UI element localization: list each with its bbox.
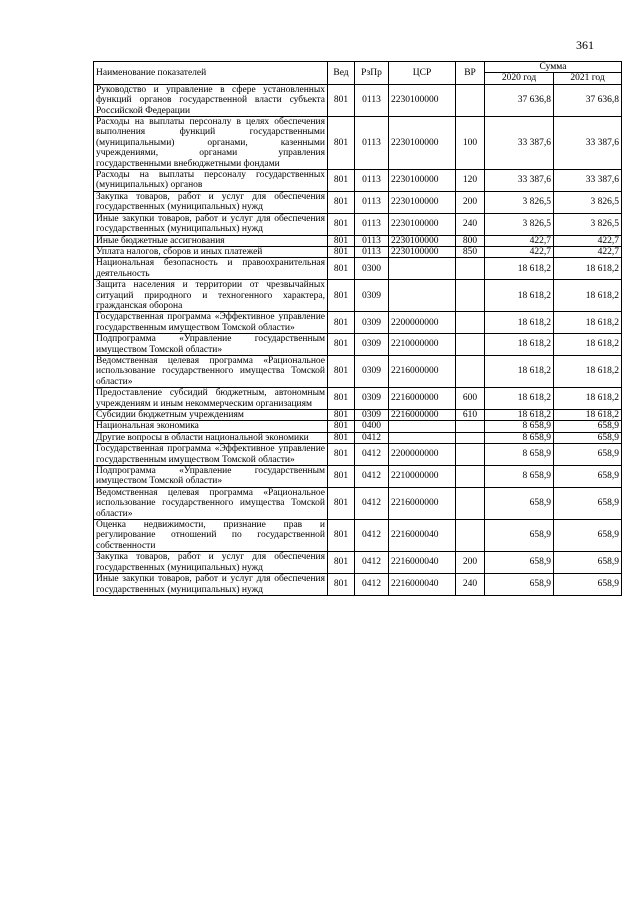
cell-sum-2020: 18 618,2: [485, 312, 554, 334]
cell-sum-2021: 18 618,2: [554, 355, 622, 387]
cell-name: Уплата налогов, сборов и иных платежей: [94, 246, 328, 257]
cell-sum-2020: 8 658,9: [485, 466, 554, 488]
cell-csr: 2216000040: [389, 574, 456, 596]
cell-csr: 2230100000: [389, 170, 456, 192]
header-year-2020: 2020 год: [485, 73, 554, 84]
cell-ved: 801: [328, 117, 355, 170]
cell-rzpr: 0309: [355, 334, 389, 356]
cell-csr: 2230100000: [389, 191, 456, 213]
cell-rzpr: 0412: [355, 574, 389, 596]
cell-rzpr: 0412: [355, 487, 389, 519]
table-row: [94, 213, 622, 235]
cell-sum-2021: 33 387,6: [554, 170, 622, 192]
cell-sum-2020: 3 826,5: [485, 191, 554, 213]
cell-csr: 2230100000: [389, 117, 456, 170]
cell-name: Государственная программа «Эффективное управление государственным имуществом Томской области»: [94, 444, 328, 466]
table-row: [94, 410, 622, 421]
cell-ved: 801: [328, 246, 355, 257]
cell-sum-2021: 18 618,2: [554, 334, 622, 356]
table-row: [94, 520, 622, 552]
table-row: [94, 552, 622, 574]
cell-rzpr: 0113: [355, 191, 389, 213]
cell-vr: [456, 334, 485, 356]
cell-vr: [456, 258, 485, 280]
cell-sum-2021: 658,9: [554, 574, 622, 596]
cell-ved: 801: [328, 312, 355, 334]
cell-name: Ведомственная целевая программа «Рациональное использование государственного имущества Томской области»: [94, 355, 328, 387]
cell-vr: [456, 432, 485, 443]
cell-sum-2020: 18 618,2: [485, 388, 554, 410]
cell-vr: 240: [456, 213, 485, 235]
cell-sum-2021: 18 618,2: [554, 258, 622, 280]
cell-sum-2021: 422,7: [554, 246, 622, 257]
cell-ved: 801: [328, 235, 355, 246]
header-name: Наименование показателей: [94, 62, 328, 85]
cell-name: Расходы на выплаты персоналу государственных (муниципальных) органов: [94, 170, 328, 192]
cell-csr: 2216000040: [389, 552, 456, 574]
cell-ved: 801: [328, 410, 355, 421]
table-row: [94, 235, 622, 246]
cell-sum-2020: 18 618,2: [485, 410, 554, 421]
cell-ved: 801: [328, 84, 355, 116]
cell-vr: [456, 487, 485, 519]
cell-vr: [456, 444, 485, 466]
cell-vr: [456, 466, 485, 488]
cell-rzpr: 0412: [355, 444, 389, 466]
cell-ved: 801: [328, 552, 355, 574]
cell-name: Иные закупки товаров, работ и услуг для обеспечения государственных (муниципальных) нужд: [94, 574, 328, 596]
cell-vr: 100: [456, 117, 485, 170]
cell-name: Оценка недвижимости, признание прав и регулирование отношений по государственной собственности: [94, 520, 328, 552]
cell-vr: 610: [456, 410, 485, 421]
table-row: [94, 355, 622, 387]
cell-sum-2021: 658,9: [554, 552, 622, 574]
table-row: [94, 280, 622, 312]
cell-sum-2021: 18 618,2: [554, 312, 622, 334]
cell-rzpr: 0400: [355, 421, 389, 432]
table-body: [94, 84, 622, 595]
cell-vr: [456, 84, 485, 116]
table-row: [94, 421, 622, 432]
cell-vr: 120: [456, 170, 485, 192]
cell-sum-2020: 18 618,2: [485, 334, 554, 356]
cell-sum-2020: 3 826,5: [485, 213, 554, 235]
cell-ved: 801: [328, 466, 355, 488]
table-row: [94, 170, 622, 192]
cell-sum-2020: 8 658,9: [485, 421, 554, 432]
cell-vr: 240: [456, 574, 485, 596]
cell-rzpr: 0113: [355, 246, 389, 257]
cell-csr: 2200000000: [389, 312, 456, 334]
cell-csr: [389, 432, 456, 443]
cell-csr: 2230100000: [389, 246, 456, 257]
cell-rzpr: 0300: [355, 258, 389, 280]
table-row: [94, 432, 622, 443]
table-row: [94, 444, 622, 466]
table-row: [94, 574, 622, 596]
cell-vr: 200: [456, 552, 485, 574]
cell-name: Иные закупки товаров, работ и услуг для обеспечения государственных (муниципальных) нужд: [94, 213, 328, 235]
cell-rzpr: 0412: [355, 432, 389, 443]
cell-vr: 850: [456, 246, 485, 257]
table-row: [94, 191, 622, 213]
cell-ved: 801: [328, 334, 355, 356]
cell-sum-2021: 658,9: [554, 466, 622, 488]
cell-rzpr: 0309: [355, 388, 389, 410]
cell-ved: 801: [328, 355, 355, 387]
cell-ved: 801: [328, 520, 355, 552]
cell-ved: 801: [328, 574, 355, 596]
cell-rzpr: 0113: [355, 170, 389, 192]
cell-rzpr: 0412: [355, 520, 389, 552]
cell-ved: 801: [328, 170, 355, 192]
cell-rzpr: 0309: [355, 410, 389, 421]
cell-name: Иные бюджетные ассигнования: [94, 235, 328, 246]
table-row: [94, 246, 622, 257]
cell-ved: 801: [328, 191, 355, 213]
cell-csr: [389, 258, 456, 280]
header-ved: Вед: [328, 62, 355, 85]
header-csr: ЦСР: [389, 62, 456, 85]
cell-vr: 800: [456, 235, 485, 246]
cell-vr: [456, 421, 485, 432]
cell-sum-2020: 658,9: [485, 487, 554, 519]
cell-csr: 2216000000: [389, 355, 456, 387]
cell-rzpr: 0309: [355, 280, 389, 312]
cell-vr: [456, 312, 485, 334]
budget-table: [93, 61, 622, 596]
cell-rzpr: 0113: [355, 213, 389, 235]
cell-rzpr: 0113: [355, 117, 389, 170]
cell-name: Государственная программа «Эффективное управление государственным имуществом Томской области»: [94, 312, 328, 334]
cell-name: Национальная экономика: [94, 421, 328, 432]
cell-sum-2021: 658,9: [554, 520, 622, 552]
cell-name: Закупка товаров, работ и услуг для обеспечения государственных (муниципальных) нужд: [94, 191, 328, 213]
cell-ved: 801: [328, 388, 355, 410]
cell-vr: 600: [456, 388, 485, 410]
cell-sum-2020: 658,9: [485, 520, 554, 552]
header-year-2021: 2021 год: [554, 73, 622, 84]
cell-vr: 200: [456, 191, 485, 213]
cell-name: Расходы на выплаты персоналу в целях обеспечения выполнения функций государственными (муниципальными) органами, казенными учреждениями, органами управления государственными внебюджетными фондами: [94, 117, 328, 170]
cell-sum-2021: 18 618,2: [554, 280, 622, 312]
cell-name: Руководство и управление в сфере установленных функций органов государственной власти субъекта Российской Федерации: [94, 84, 328, 116]
cell-sum-2020: 8 658,9: [485, 444, 554, 466]
cell-csr: 2230100000: [389, 235, 456, 246]
cell-name: Другие вопросы в области национальной экономики: [94, 432, 328, 443]
page-number: 361: [576, 38, 594, 52]
header-sum: Сумма: [485, 62, 622, 73]
cell-sum-2021: 422,7: [554, 235, 622, 246]
cell-csr: 2230100000: [389, 84, 456, 116]
table-row: [94, 466, 622, 488]
cell-rzpr: 0113: [355, 84, 389, 116]
cell-sum-2021: 18 618,2: [554, 410, 622, 421]
cell-ved: 801: [328, 444, 355, 466]
table-row: [94, 388, 622, 410]
table-row: [94, 487, 622, 519]
cell-csr: 2210000000: [389, 334, 456, 356]
cell-sum-2021: 658,9: [554, 444, 622, 466]
cell-rzpr: 0113: [355, 235, 389, 246]
cell-name: Ведомственная целевая программа «Рациональное использование государственного имущества Томской области»: [94, 487, 328, 519]
cell-sum-2020: 33 387,6: [485, 170, 554, 192]
cell-csr: 2210000000: [389, 466, 456, 488]
cell-name: Подпрограмма «Управление государственным имуществом Томской области»: [94, 334, 328, 356]
header-rzpr: РзПр: [355, 62, 389, 85]
cell-sum-2021: 3 826,5: [554, 191, 622, 213]
cell-name: Предоставление субсидий бюджетным, автономным учреждениям и иным некоммерческим организациям: [94, 388, 328, 410]
cell-csr: 2216000000: [389, 388, 456, 410]
table-header: [94, 62, 622, 85]
cell-sum-2020: 33 387,6: [485, 117, 554, 170]
cell-sum-2021: 658,9: [554, 421, 622, 432]
cell-csr: 2216000000: [389, 487, 456, 519]
cell-ved: 801: [328, 213, 355, 235]
cell-csr: [389, 280, 456, 312]
table-row: [94, 258, 622, 280]
cell-name: Защита населения и территории от чрезвычайных ситуаций природного и техногенного характера, гражданская оборона: [94, 280, 328, 312]
cell-sum-2021: 658,9: [554, 487, 622, 519]
cell-ved: 801: [328, 258, 355, 280]
cell-csr: 2230100000: [389, 213, 456, 235]
cell-vr: [456, 355, 485, 387]
cell-name: Закупка товаров, работ и услуг для обеспечения государственных (муниципальных) нужд: [94, 552, 328, 574]
cell-name: Субсидии бюджетным учреждениям: [94, 410, 328, 421]
cell-rzpr: 0412: [355, 466, 389, 488]
cell-name: Подпрограмма «Управление государственным имуществом Томской области»: [94, 466, 328, 488]
cell-ved: 801: [328, 487, 355, 519]
cell-sum-2021: 37 636,8: [554, 84, 622, 116]
cell-sum-2020: 18 618,2: [485, 258, 554, 280]
cell-sum-2021: 3 826,5: [554, 213, 622, 235]
cell-ved: 801: [328, 421, 355, 432]
cell-ved: 801: [328, 280, 355, 312]
cell-ved: 801: [328, 432, 355, 443]
cell-sum-2020: 422,7: [485, 235, 554, 246]
cell-sum-2020: 422,7: [485, 246, 554, 257]
cell-name: Национальная безопасность и правоохранительная деятельность: [94, 258, 328, 280]
cell-sum-2020: 658,9: [485, 552, 554, 574]
cell-sum-2020: 658,9: [485, 574, 554, 596]
cell-rzpr: 0309: [355, 312, 389, 334]
header-vr: ВР: [456, 62, 485, 85]
cell-rzpr: 0412: [355, 552, 389, 574]
cell-rzpr: 0309: [355, 355, 389, 387]
cell-csr: 2200000000: [389, 444, 456, 466]
cell-sum-2021: 33 387,6: [554, 117, 622, 170]
table-row: [94, 334, 622, 356]
cell-sum-2021: 18 618,2: [554, 388, 622, 410]
cell-vr: [456, 280, 485, 312]
cell-vr: [456, 520, 485, 552]
cell-csr: 2216000000: [389, 410, 456, 421]
cell-csr: [389, 421, 456, 432]
cell-sum-2021: 658,9: [554, 432, 622, 443]
cell-sum-2020: 8 658,9: [485, 432, 554, 443]
cell-sum-2020: 18 618,2: [485, 280, 554, 312]
cell-sum-2020: 18 618,2: [485, 355, 554, 387]
table-row: [94, 312, 622, 334]
cell-csr: 2216000040: [389, 520, 456, 552]
table-row: [94, 84, 622, 116]
table-row: [94, 117, 622, 170]
cell-sum-2020: 37 636,8: [485, 84, 554, 116]
